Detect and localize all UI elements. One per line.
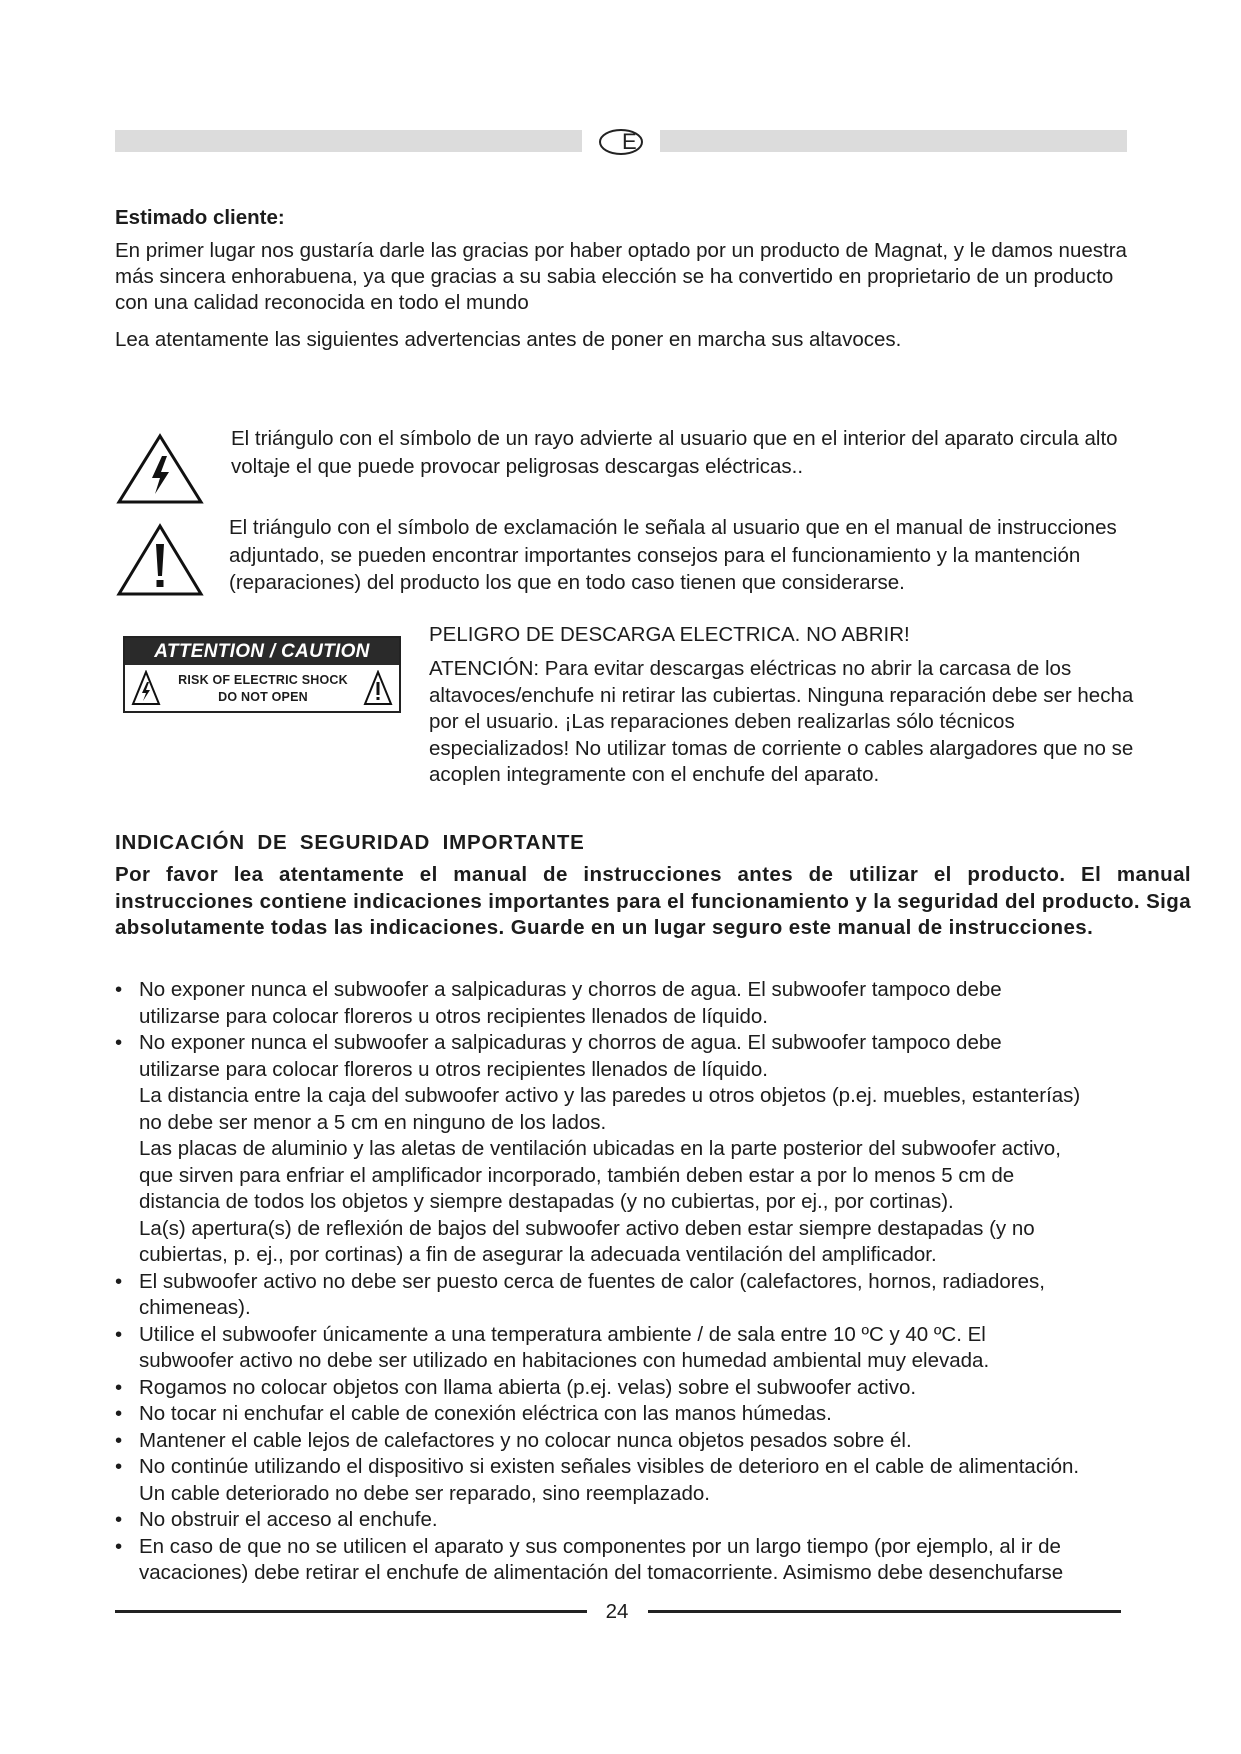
caution-label-title: ATTENTION / CAUTION [125,638,399,665]
safety-intro: Por favor lea atentamente el manual de instrucciones antes de utilizar el producto. El manual instrucciones contiene indicaciones importantes para el funcionamiento y la seguridad del producto. Siga absolutamente todas las indicaciones. Guarde en un lugar seguro este manual de instrucciones. [115,863,1191,939]
bullet-line: utilizarse para colocar floreros u otros recipientes llenados de líquido. [139,1057,769,1081]
greeting: Estimado cliente: [115,206,285,229]
bullet-line: El subwoofer activo no debe ser puesto cerca de fuentes de calor (calefactores, hornos, radiadores, [139,1269,1045,1293]
caution-label-line1: RISK OF ELECTRIC SHOCK [178,673,348,687]
safety-bullet-item [115,1322,1155,1375]
safety-bullet-item [115,1454,1155,1507]
bullet-mark: • [115,1455,123,1478]
bullet-line: vacaciones) debe retirar el enchufe de alimentación del tomacorriente. Asimismo debe desenchufarse [139,1561,1064,1584]
bullet-line: utilizarse para colocar floreros u otros recipientes llenados de líquido. [139,1004,769,1028]
safety-bullet-list [115,977,1155,1587]
bullet-line: Utilice el subwoofer únicamente a una temperatura ambiente / de sala entre 10 ºC y 40 ºC. El [139,1322,986,1346]
exclamation-warning-text: El triángulo con el símbolo de exclamación le señala al usuario que en el manual de instrucciones adjuntado, se pueden encontrar importantes consejos para el funcionamiento y la mantención (reparaciones) del producto los que en todo caso tienen que considerarse. [229,516,1117,594]
safety-bullet-item [115,977,1155,1030]
bullet-mark: • [115,1428,123,1452]
bullet-line: distancia de todos los objetos y siempre destapadas (y no cubiertas, por ej., por cortinas). [139,1190,954,1213]
bullet-line: Mantener el cable lejos de calefactores y no colocar nunca objetos pesados sobre él. [139,1428,912,1452]
lightning-warning-text: El triángulo con el símbolo de un rayo advierte al usuario que en el interior del aparato circula alto voltaje el que puede provocar peligrosas descargas eléctricas.. [231,427,1118,478]
header-bar-right [660,130,1127,152]
bullet-line: chimeneas). [139,1296,251,1319]
safety-bullet-item [115,1534,1155,1587]
bullet-mark: • [115,1508,123,1531]
bullet-line: La(s) apertura(s) de reflexión de bajos del subwoofer activo deben estar siempre destapadas (y no [139,1216,1035,1240]
bullet-line: La distancia entre la caja del subwoofer activo y las paredes u otros objetos (p.ej. muebles, estanterías) [139,1084,1081,1107]
safety-bullet-item [115,1375,1155,1402]
language-badge [598,128,648,156]
exclamation-warning-icon [115,522,205,603]
bullet-mark: • [115,1375,123,1399]
page-number: 24 [605,1600,629,1623]
safety-bullet-item [115,1030,1155,1269]
bullet-line: Las placas de aluminio y las aletas de ventilación ubicadas en la parte posterior del subwoofer activo, [139,1137,1061,1160]
footer-rule-right [648,1610,1121,1613]
bullet-mark: • [115,1269,123,1293]
language-mark: E [622,129,637,154]
intro-note: Lea atentamente las siguientes advertencias antes de poner en marcha sus altavoces. [115,328,902,351]
caution-lightning-icon-left [131,670,161,706]
bullet-line: No obstruir el acceso al enchufe. [139,1508,438,1531]
safety-bullet-item [115,1401,1155,1428]
bullet-line: No continúe utilizando el dispositivo si existen señales visibles de deterioro en el cable de alimentación. [139,1455,1080,1478]
caution-label [123,636,401,713]
caution-exclamation-icon-right [363,670,393,706]
safety-bullet-item [115,1269,1155,1322]
bullet-line: que sirven para enfriar el amplificador incorporado, también deben estar a por lo menos 5 cm de [139,1163,1015,1187]
header-bar-left [115,130,582,152]
danger-heading: PELIGRO DE DESCARGA ELECTRICA. NO ABRIR! [429,623,910,646]
danger-body: ATENCIÓN: Para evitar descargas eléctricas no abrir la carcasa de los altavoces/enchufe ni retirar las cubiertas. Ninguna reparación debe ser hecha por el usuario. ¡Las reparaciones deben realizarlas sólo técnicos especializados! No utilizar tomas de corriente o cables alargadores que no se acoplen integramente con el enchufe del aparato. [429,657,1134,786]
bullet-line: No exponer nunca el subwoofer a salpicaduras y chorros de agua. El subwoofer tampoco debe [139,978,1002,1001]
bullet-line: Rogamos no colocar objetos con llama abierta (p.ej. velas) sobre el subwoofer activo. [139,1375,917,1399]
bullet-line: subwoofer activo no debe ser utilizado en habitaciones con humedad ambiental muy elevada. [139,1349,990,1372]
bullet-line: No tocar ni enchufar el cable de conexión eléctrica con las manos húmedas. [139,1402,832,1425]
caution-label-line2: DO NOT OPEN [218,690,308,704]
bullet-mark: • [115,1402,123,1425]
safety-title: INDICACIÓN DE SEGURIDAD IMPORTANTE [115,831,585,854]
bullet-mark: • [115,1322,123,1346]
safety-bullet-item [115,1428,1155,1455]
footer-rule-left [115,1610,587,1613]
bullet-line: No exponer nunca el subwoofer a salpicaduras y chorros de agua. El subwoofer tampoco debe [139,1031,1002,1054]
intro-paragraph: En primer lugar nos gustaría darle las gracias por haber optado por un producto de Magnat, y le damos nuestra más sincera enhorabuena, ya que gracias a su sabia elección se ha convertido en proprietario de un producto con una calidad reconocida en todo el mundo [115,239,1127,314]
bullet-mark: • [115,1534,123,1558]
bullet-line: cubiertas, p. ej., por cortinas) a fin de asegurar la adecuada ventilación del amplificador. [139,1243,937,1266]
lightning-warning-icon [115,432,205,511]
bullet-line: Un cable deteriorado no debe ser reparado, sino reemplazado. [139,1481,710,1505]
bullet-line: no debe ser menor a 5 cm en ninguno de los lados. [139,1110,607,1134]
bullet-mark: • [115,1031,123,1054]
bullet-mark: • [115,978,123,1001]
bullet-line: En caso de que no se utilicen el aparato y sus componentes por un largo tiempo (por ejemplo, al ir de [139,1534,1061,1558]
safety-bullet-item [115,1507,1155,1534]
